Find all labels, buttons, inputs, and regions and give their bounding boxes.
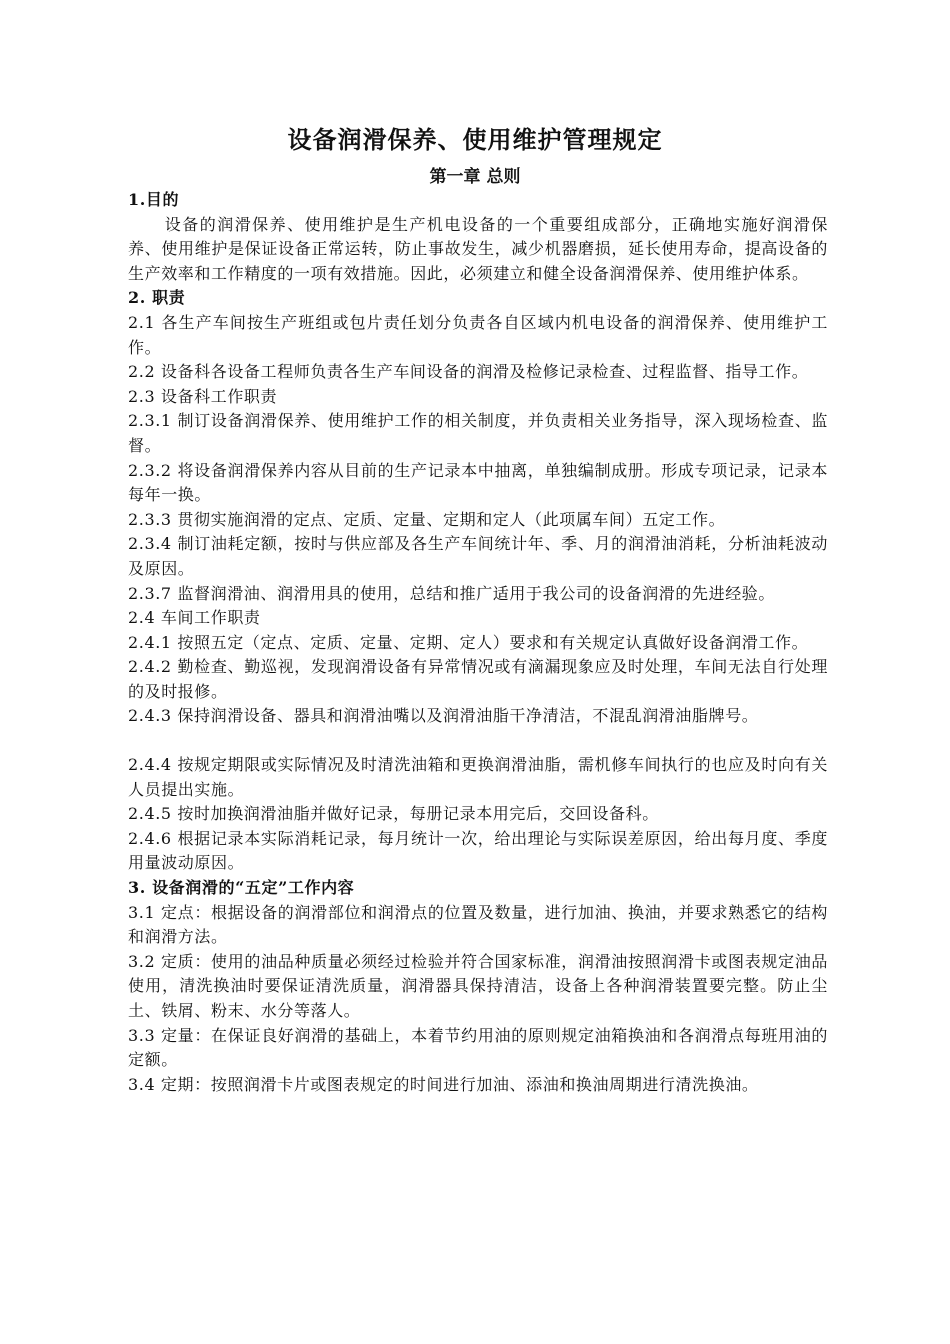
paragraph: 2.4.1 按照五定（定点、定质、定量、定期、定人）要求和有关规定认真做好设备润滑工作。 (128, 632, 809, 652)
paragraph: 3.2 定质：使用的油品种质量必须经过检验并符合国家标准，润滑油按照润滑卡或图表规定油品使用，清洗换油时要保证清洗质量，润滑器具保持清洁，设备上各种润滑装置要完整。防止尘土、铁屑、粉末、水分等落人。 (128, 951, 828, 1020)
paragraph: 2.3.4 制订油耗定额，按时与供应部及各生产车间统计年、季、月的润滑油消耗，分析油耗波动及原因。 (128, 534, 828, 578)
paragraph: 3.1 定点：根据设备的润滑部位和润滑点的位置及数量，进行加油、换油，并要求熟悉它的结构和润滑方法。 (128, 902, 828, 947)
section-heading: 1.目的 (128, 190, 180, 209)
paragraph: 2.4.5 按时加换润滑油脂并做好记录，每册记录本用完后，交回设备科。 (128, 804, 659, 824)
paragraph: 3.4 定期：按照润滑卡片或图表规定的时间进行加油、添油和换油周期进行清洗换油。 (128, 1074, 759, 1094)
paragraph: 2.4 车间工作职责 (128, 608, 261, 628)
paragraph: 2.3 设备科工作职责 (128, 386, 278, 406)
paragraph: 2.3.3 贯彻实施润滑的定点、定质、定量、定期和定人（此项属车间）五定工作。 (128, 509, 726, 529)
paragraph: 2.4.6 根据记录本实际消耗记录，每月统计一次，给出理论与实际误差原因，给出每月度、季度用量波动原因。 (128, 828, 828, 873)
paragraph: 设备的润滑保养、使用维护是生产机电设备的一个重要组成部分，正确地实施好润滑保养、使用维护是保证设备正常运转，防止事故发生，减少机器磨损，延长使用寿命，提高设备的生产效率和工作精度的一项有效措施。因此，必须建立和健全设备润滑保养、使用维护体系。 (128, 214, 828, 283)
section-heading: 3. 设备润滑的“五定”工作内容 (128, 878, 355, 898)
paragraph: 2.3.7 监督润滑油、润滑用具的使用，总结和推广适用于我公司的设备润滑的先进经验。 (128, 583, 775, 603)
document-body (128, 188, 828, 1097)
paragraph: 2.3.2 将设备润滑保养内容从目前的生产记录本中抽离，单独编制成册。形成专项记录，记录本每年一换。 (128, 460, 828, 505)
paragraph: 2.1 各生产车间按生产班组或包片责任划分负责各自区域内机电设备的润滑保养、使用维护工作。 (128, 312, 828, 357)
paragraph: 2.2 设备科各设备工程师负责各生产车间设备的润滑及检修记录检查、过程监督、指导工作。 (128, 362, 809, 382)
section-heading: 2. 职责 (128, 288, 186, 308)
chapter-heading: 第一章 总则 (429, 167, 521, 187)
paragraph: 2.4.3 保持润滑设备、器具和润滑油嘴以及润滑油脂干净清洁，不混乱润滑油脂牌号。 (128, 706, 759, 726)
paragraph: 2.4.2 勤检查、勤巡视，发现润滑设备有异常情况或有滴漏现象应及时处理，车间无法自行处理的及时报修。 (128, 657, 828, 701)
paragraph: 2.4.4 按规定期限或实际情况及时清洗油箱和更换润滑油脂，需机修车间执行的也应及时向有关人员提出实施。 (128, 755, 828, 799)
document-title: 设备润滑保养、使用维护管理规定 (287, 125, 663, 154)
paragraph: 3.3 定量：在保证良好润滑的基础上，本着节约用油的原则规定油箱换油和各润滑点每班用油的定额。 (128, 1025, 828, 1070)
paragraph: 2.3.1 制订设备润滑保养、使用维护工作的相关制度，并负责相关业务指导，深入现场检查、监督。 (128, 411, 828, 455)
